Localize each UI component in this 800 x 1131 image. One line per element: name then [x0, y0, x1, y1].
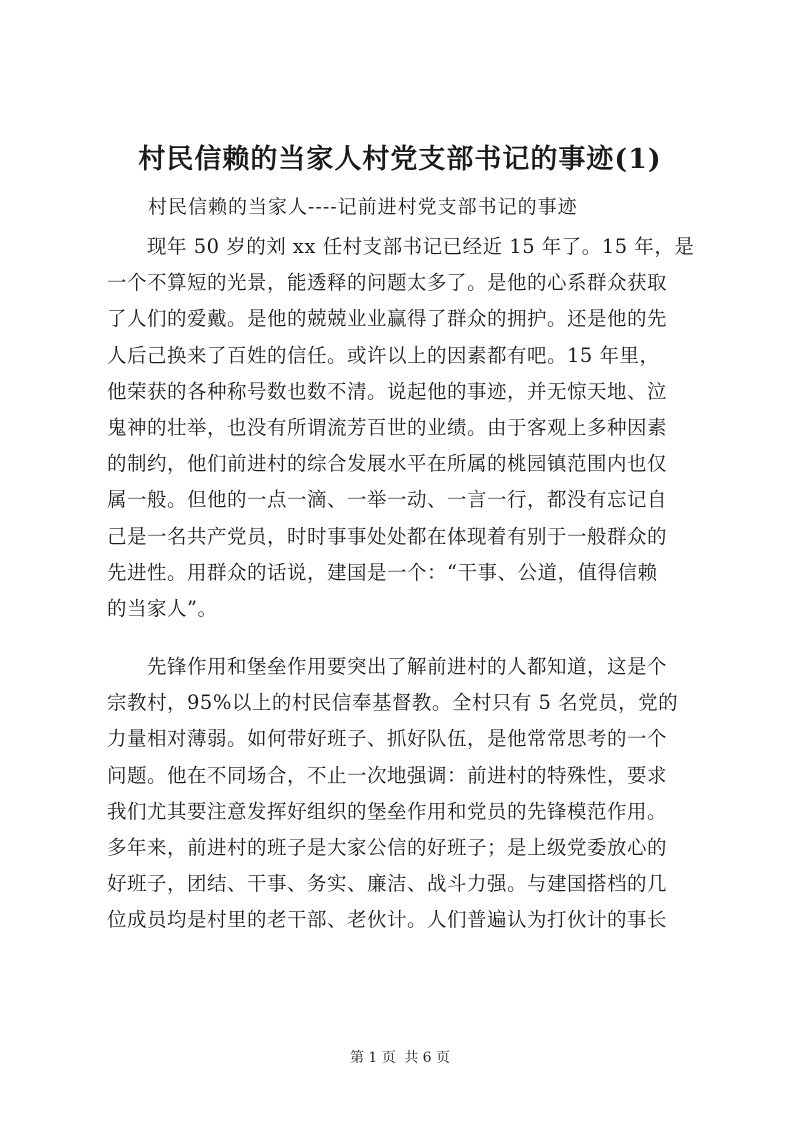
paragraph-line: 的当家人”。 [107, 596, 218, 620]
paragraph-line: 好班子，团结、干事、务实、廉洁、战斗力强。与建国搭档的几 [107, 872, 668, 896]
paragraph-line: 我们尤其要注意发挥好组织的堡垒作用和党员的先锋模范作用。 [107, 799, 668, 823]
paragraph-line: 一个不算短的光景，能透释的问题太多了。是他的心系群众获取 [107, 271, 668, 295]
paragraph-line: 的制约，他们前进村的综合发展水平在所属的桃园镇范围内也仅 [107, 452, 668, 476]
paragraph-line: 属一般。但他的一点一滴、一举一动、一言一行，都没有忘记自 [107, 488, 668, 512]
paragraph-line: 问题。他在不同场合，不止一次地强调：前进村的特殊性，要求 [107, 763, 668, 787]
paragraph-line: 现年 50 岁的刘 xx 任村支部书记已经近 15 年了。15 年，是 [107, 235, 695, 258]
paragraph-2 [107, 649, 703, 939]
paragraph-line: 宗教村，95%以上的村民信奉基督教。全村只有 5 名党员，党的 [107, 691, 679, 715]
page-title: 村民信赖的当家人村党支部书记的事迹(1) [138, 144, 662, 175]
page-count: 共 6 页 [404, 1050, 451, 1066]
paragraph-line: 他荣获的各种称号数也数不清。说起他的事迹，并无惊天地、泣 [107, 379, 668, 403]
paragraph-line: 人后己换来了百姓的信任。或许以上的因素都有吧。15 年里， [107, 343, 660, 367]
document-subtitle: 村民信赖的当家人----记前进村党支部书记的事迹 [148, 196, 578, 218]
paragraph-line: 力量相对薄弱。如何带好班子、抓好队伍，是他常常思考的一个 [107, 727, 668, 751]
paragraph-line: 多年来，前进村的班子是大家公信的好班子；是上级党委放心的 [107, 835, 668, 859]
paragraph-1 [107, 229, 703, 627]
paragraph-line: 先锋作用和堡垒作用要突出了解前进村的人都知道，这是个 [107, 655, 668, 678]
paragraph-line: 己是一名共产党员，时时事事处处都在体现着有别于一般群众的 [107, 524, 668, 548]
page-footer [0, 1048, 800, 1068]
paragraph-line: 先进性。用群众的话说，建国是一个：“干事、公道，值得信赖 [107, 560, 658, 584]
paragraph-line: 鬼神的壮举，也没有所谓流芳百世的业绩。由于客观上多种因素 [107, 415, 668, 439]
page-number: 第 1 页 [349, 1050, 396, 1066]
paragraph-line: 位成员均是村里的老干部、老伙计。人们普遍认为打伙计的事长 [107, 908, 668, 932]
paragraph-line: 了人们的爱戴。是他的兢兢业业赢得了群众的拥护。还是他的先 [107, 307, 668, 331]
